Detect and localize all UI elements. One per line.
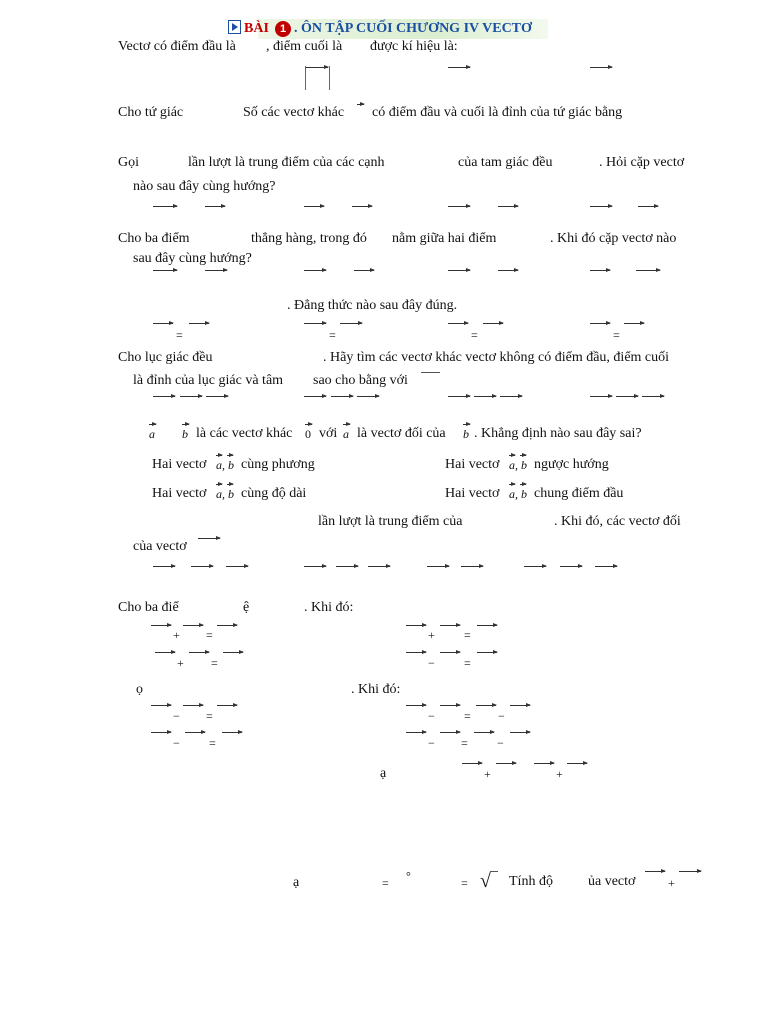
q9-c-arrow-1	[155, 652, 175, 653]
q7-option-c-arrow-b	[227, 484, 233, 485]
q9-b-op: +	[428, 628, 435, 642]
q8-a-arrow-2	[191, 566, 213, 567]
q10-b-eq: =	[464, 709, 471, 723]
q6-a-arrow-2	[180, 396, 202, 397]
q10-b-op2: −	[498, 709, 505, 723]
q11-arrow-3	[534, 763, 554, 764]
q4-a-arrow-1	[153, 270, 177, 271]
q12-equals-1: =	[382, 876, 389, 890]
q12-text-cua: ủa vectơ	[588, 874, 636, 889]
q7-vec-a: a	[149, 427, 155, 441]
q5-c-arrow-1	[448, 323, 468, 324]
q9-c-op: +	[177, 656, 184, 670]
q9-a-eq: =	[206, 628, 213, 642]
q10-d-arrow-2	[440, 732, 460, 733]
q11-arrow-4	[567, 763, 587, 764]
q9-b-eq: =	[464, 628, 471, 642]
q9-c-eq: =	[211, 656, 218, 670]
q10-d-op2: −	[497, 736, 504, 750]
q5-a-arrow-1	[153, 323, 173, 324]
q6-text-2: . Hãy tìm các vectơ khác vectơ không có điểm đầu, điểm cuối	[323, 350, 670, 365]
q11-text-1: ạ	[380, 766, 387, 781]
q7-option-c-vectors: a, b	[216, 487, 234, 501]
q7-option-a-arrow-a	[216, 455, 222, 456]
q7-vec-a-arrow	[149, 424, 156, 425]
q12-arrow-1	[645, 871, 665, 872]
q1-option-d-arrow	[590, 67, 612, 68]
q10-d-arrow-3	[474, 732, 494, 733]
q6-c-arrow-1	[448, 396, 470, 397]
q10-c-op: −	[173, 736, 180, 750]
q9-c-arrow-2	[189, 652, 209, 653]
q7-option-b-text: ngược hướng	[534, 457, 609, 472]
q2-text-1: Cho tứ giác	[118, 105, 184, 120]
q1-option-a-bar-right	[329, 66, 330, 90]
q3-a-arrow-2	[205, 206, 225, 207]
q12-sqrt: √	[480, 870, 491, 892]
q8-b-arrow-3	[368, 566, 390, 567]
q7-option-b-prefix: Hai vectơ	[445, 457, 500, 472]
q6-a-arrow-1	[153, 396, 175, 397]
q7-stem-2: với	[319, 426, 338, 441]
q4-text-3: nằm giữa hai điểm	[392, 231, 497, 246]
q3-b-arrow-1	[304, 206, 324, 207]
q12-sqrt-bar	[491, 871, 498, 872]
q3-a-arrow-1	[153, 206, 177, 207]
q6-c-arrow-2	[474, 396, 496, 397]
q3-d-arrow-1	[590, 206, 612, 207]
q1-option-a-arrow	[306, 67, 328, 68]
q7-option-d-vectors: a, b	[509, 487, 527, 501]
q9-d-eq: =	[464, 656, 471, 670]
q8-b-arrow-2	[336, 566, 358, 567]
q7-option-d-text: chung điểm đầu	[534, 486, 624, 501]
q8-given-vector-arrow	[198, 538, 220, 539]
q10-c-arrow-2	[185, 732, 205, 733]
q12-degree: °	[406, 869, 411, 883]
play-icon	[228, 20, 241, 34]
q12-equals-2: =	[461, 876, 468, 890]
q12-plus: +	[668, 876, 675, 890]
q8-text-line2: của vectơ	[133, 539, 187, 554]
q7-option-b-vectors: a, b	[509, 458, 527, 472]
q10-c-arrow-3	[222, 732, 242, 733]
q10-c-arrow-1	[151, 732, 171, 733]
q10-b-arrow-2	[440, 705, 460, 706]
q12-text-tinh: Tính độ	[509, 874, 553, 889]
q10-a-arrow-2	[183, 705, 203, 706]
q9-text-2: ệ	[243, 600, 250, 615]
q5-c-arrow-2	[483, 323, 503, 324]
q11-arrow-1	[462, 763, 482, 764]
lesson-title: . ÔN TẬP CUỐI CHƯƠNG IV VECTƠ	[294, 21, 532, 36]
lesson-header	[228, 18, 558, 40]
q3-b-arrow-2	[352, 206, 372, 207]
q5-a-arrow-2	[189, 323, 209, 324]
q10-b-arrow-1	[406, 705, 426, 706]
q7-option-a-prefix: Hai vectơ	[152, 457, 207, 472]
q7-zero: 0	[305, 427, 311, 441]
q11-op-2: +	[556, 767, 563, 781]
q4-text-line2: sau đây cùng hướng?	[133, 251, 252, 266]
q7-stem-1: là các vectơ khác	[196, 426, 293, 441]
q8-a-arrow-1	[153, 566, 175, 567]
q6-target-vector-bar	[421, 372, 440, 373]
q10-d-op: −	[428, 736, 435, 750]
q10-d-arrow-4	[510, 732, 530, 733]
q9-c-arrow-3	[223, 652, 243, 653]
q7-option-c-arrow-a	[216, 484, 222, 485]
q9-d-op: −	[428, 656, 435, 670]
q4-text-4: . Khi đó cặp vectơ nào	[550, 231, 677, 246]
q7-stem-3: là vectơ đối của	[357, 426, 446, 441]
q6-c-arrow-3	[500, 396, 522, 397]
q1-text-2: , điểm cuối là	[266, 39, 343, 54]
q6-b-arrow-1	[304, 396, 326, 397]
q10-b-arrow-3	[476, 705, 496, 706]
q6-a-arrow-3	[206, 396, 228, 397]
q10-d-arrow-1	[406, 732, 426, 733]
q9-b-arrow-1	[406, 625, 426, 626]
q7-vec-b2-arrow	[463, 424, 470, 425]
q5-d-arrow-1	[590, 323, 610, 324]
q7-stem-4: . Khẳng định nào sau đây sai?	[474, 426, 642, 441]
q6-d-arrow-1	[590, 396, 612, 397]
q7-option-b-arrow-a	[509, 455, 515, 456]
q8-text-1: lần lượt là trung điểm của	[318, 514, 463, 529]
lesson-label: BÀI	[244, 21, 269, 36]
q5-c-equals: =	[471, 328, 478, 342]
lesson-number-badge: 1	[275, 21, 291, 37]
q12-arrow-2	[679, 871, 701, 872]
q7-option-d-arrow-b	[520, 484, 526, 485]
q3-text-2: lần lượt là trung điểm của các cạnh	[188, 155, 385, 170]
q9-text-1: Cho ba điể	[118, 600, 179, 615]
q10-text-1: ọ	[136, 682, 143, 697]
q7-zero-arrow	[305, 424, 312, 425]
q6-text-line2b: sao cho bằng với	[313, 373, 408, 388]
q10-d-eq: =	[461, 736, 468, 750]
q10-a-arrow-1	[151, 705, 171, 706]
q4-b-arrow-2	[354, 270, 374, 271]
q7-vec-b: b	[182, 427, 188, 441]
q1-option-c-arrow	[448, 67, 470, 68]
q5-b-arrow-2	[340, 323, 362, 324]
q8-b-arrow-1	[304, 566, 326, 567]
q10-b-op: −	[428, 709, 435, 723]
q4-text-1: Cho ba điểm	[118, 231, 190, 246]
q3-c-arrow-2	[498, 206, 518, 207]
q9-a-arrow-3	[217, 625, 237, 626]
q2-text-3: có điểm đầu và cuối là đỉnh của tứ giác bằng	[372, 105, 623, 120]
q5-text: . Đẳng thức nào sau đây đúng.	[287, 298, 458, 313]
q4-c-arrow-2	[498, 270, 518, 271]
q3-text-line2: nào sau đây cùng hướng?	[133, 179, 276, 194]
q7-option-b-arrow-b	[520, 455, 526, 456]
q5-a-equals: =	[176, 328, 183, 342]
q7-option-c-prefix: Hai vectơ	[152, 486, 207, 501]
q5-b-arrow-1	[304, 323, 326, 324]
q6-b-arrow-2	[331, 396, 353, 397]
q8-text-2: . Khi đó, các vectơ đối	[554, 514, 681, 529]
q7-option-a-arrow-b	[227, 455, 233, 456]
q2-text-2: Số các vectơ khác	[243, 105, 345, 120]
q6-d-arrow-3	[642, 396, 664, 397]
q8-c-arrow-2	[461, 566, 483, 567]
q10-text-2: . Khi đó:	[351, 682, 401, 697]
q3-text-3: của tam giác đều	[458, 155, 553, 170]
q3-d-arrow-2	[638, 206, 658, 207]
q10-c-eq: =	[209, 736, 216, 750]
q10-a-eq: =	[206, 709, 213, 723]
q7-vec-b2: b	[463, 427, 469, 441]
q5-d-equals: =	[613, 328, 620, 342]
q8-c-arrow-1	[427, 566, 449, 567]
q8-a-arrow-3	[226, 566, 248, 567]
q12-text-1: ạ	[293, 875, 300, 890]
q7-option-c-text: cùng độ dài	[241, 486, 307, 501]
q8-d-arrow-2	[560, 566, 582, 567]
q11-arrow-2	[496, 763, 516, 764]
q8-d-arrow-1	[524, 566, 546, 567]
q4-text-2: thẳng hàng, trong đó	[251, 231, 367, 246]
q11-op-1: +	[484, 767, 491, 781]
q6-text-line2a: là đỉnh của lục giác và tâm	[133, 373, 284, 388]
q1-text-1: Vectơ có điểm đầu là	[118, 39, 236, 54]
q7-option-d-prefix: Hai vectơ	[445, 486, 500, 501]
q2-zero-vector-arrow	[357, 104, 364, 105]
q7-option-a-text: cùng phương	[241, 457, 315, 472]
q7-vec-a2-arrow	[343, 424, 350, 425]
q7-option-d-arrow-a	[509, 484, 515, 485]
q10-b-arrow-4	[510, 705, 530, 706]
q3-c-arrow-1	[448, 206, 470, 207]
q4-d-arrow-2	[636, 270, 660, 271]
q3-text-1: Gọi	[118, 155, 139, 170]
q4-a-arrow-2	[205, 270, 227, 271]
q9-a-arrow-2	[183, 625, 203, 626]
q9-d-arrow-2	[440, 652, 460, 653]
q9-a-arrow-1	[151, 625, 171, 626]
q1-text-3: được kí hiệu là:	[370, 39, 458, 54]
q8-d-arrow-3	[595, 566, 617, 567]
q5-d-arrow-2	[624, 323, 644, 324]
q4-c-arrow-1	[448, 270, 470, 271]
q9-d-arrow-1	[406, 652, 426, 653]
q10-a-op: −	[173, 709, 180, 723]
q9-text-3: . Khi đó:	[304, 600, 354, 615]
q9-b-arrow-3	[477, 625, 497, 626]
q7-vec-a2: a	[343, 427, 349, 441]
q5-b-equals: =	[329, 328, 336, 342]
q1-option-a-bar-left	[305, 66, 306, 90]
q6-d-arrow-2	[616, 396, 638, 397]
q6-text-1: Cho lục giác đều	[118, 350, 213, 365]
q7-vec-b-arrow	[182, 424, 189, 425]
q9-b-arrow-2	[440, 625, 460, 626]
q6-b-arrow-3	[357, 396, 379, 397]
q4-d-arrow-1	[590, 270, 610, 271]
q7-option-a-vectors: a, b	[216, 458, 234, 472]
q10-a-arrow-3	[217, 705, 237, 706]
q9-d-arrow-3	[477, 652, 497, 653]
q4-b-arrow-1	[304, 270, 326, 271]
q3-text-4: . Hỏi cặp vectơ	[599, 155, 685, 170]
q9-a-op: +	[173, 628, 180, 642]
